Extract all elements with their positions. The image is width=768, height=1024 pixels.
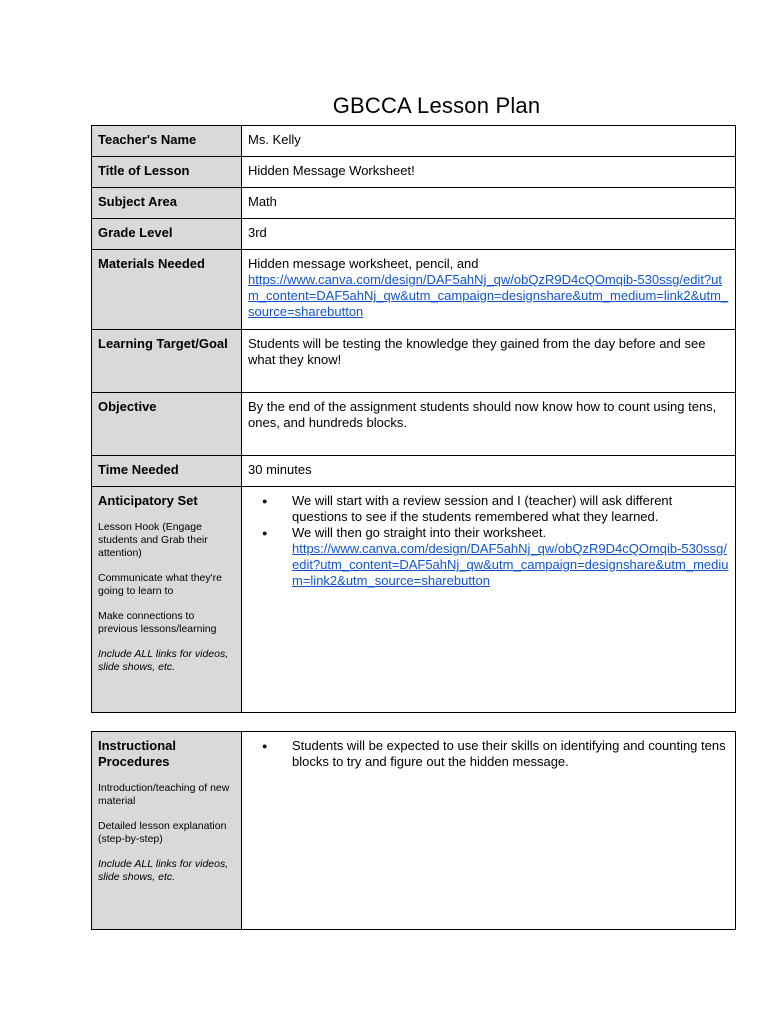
list-item: ● We will start with a review session and I (teacher) will ask different questions to see if the students remembered what they learned.: [292, 493, 729, 525]
row-label: Learning Target/Goal: [92, 330, 242, 393]
table-row: [92, 250, 736, 330]
page-title: GBCCA Lesson Plan: [332, 93, 541, 118]
objective-value: By the end of the assignment students should now know how to count using tens, ones, and hundreds blocks.: [242, 393, 736, 456]
anticipatory-label-cell: [92, 487, 242, 713]
instructional-label-cell: [92, 732, 242, 930]
row-label: Time Needed: [92, 456, 242, 487]
instructional-cell: [242, 732, 736, 930]
materials-cell: [242, 250, 736, 330]
teacher-name-value: Ms. Kelly: [242, 126, 736, 157]
guide-text: Include ALL links for videos, slide shows, etc.: [98, 858, 229, 883]
bullet-list: [248, 493, 729, 589]
row-label: Title of Lesson: [92, 157, 242, 188]
table-row: [92, 732, 736, 930]
row-label: Materials Needed: [92, 250, 242, 330]
guide-text: Detailed lesson explanation (step-by-step): [98, 820, 227, 845]
row-label: Grade Level: [92, 219, 242, 250]
table-row: [92, 393, 736, 456]
lesson-plan-table: [91, 125, 736, 713]
lesson-plan-table-continued: [91, 731, 736, 930]
materials-link[interactable]: https://www.canva.com/design/DAF5ahNj_qw/obQzR9D4cQOmqib-530ssg/edit?utm_content=DAF5ahNj_qw&utm_campaign=designshare&utm_medium=link2&utm_source=sharebutton: [248, 272, 729, 319]
table-row: [92, 157, 736, 188]
table-row: [92, 126, 736, 157]
row-label: Instructional Procedures: [98, 738, 177, 769]
table-row: [92, 456, 736, 487]
bullet-list: [248, 738, 729, 770]
row-label: Anticipatory Set: [98, 493, 198, 508]
guide-text: Communicate what they're going to learn to: [98, 572, 222, 597]
guide-text: Introduction/teaching of new material: [98, 782, 230, 807]
guide-text: Include ALL links for videos, slide shows, etc.: [98, 648, 229, 673]
list-item: ● Students will be expected to use their skills on identifying and counting tens blocks to try and figure out the hidden message.: [292, 738, 729, 770]
row-label: Objective: [92, 393, 242, 456]
table-row: [92, 219, 736, 250]
list-item-text: We will then go straight into their worksheet.: [292, 525, 547, 540]
table-row: [92, 188, 736, 219]
table-row: [92, 487, 736, 713]
anticipatory-cell: [242, 487, 736, 713]
materials-text: Hidden message worksheet, pencil, and: [248, 256, 479, 271]
worksheet-link[interactable]: https://www.canva.com/design/DAF5ahNj_qw/obQzR9D4cQOmqib-530ssg/edit?utm_content=DAF5ahNj_qw&utm_campaign=designshare&utm_medium=link2&utm_source=sharebutton: [292, 541, 729, 588]
subject-value: Math: [242, 188, 736, 219]
lesson-title-value: Hidden Message Worksheet!: [242, 157, 736, 188]
guide-text: Make connections to previous lessons/learning: [98, 610, 217, 635]
grade-value: 3rd: [242, 219, 736, 250]
time-value: 30 minutes: [242, 456, 736, 487]
row-label: Subject Area: [92, 188, 242, 219]
table-row: [92, 330, 736, 393]
guide-text: Lesson Hook (Engage students and Grab their attention): [98, 521, 208, 559]
list-item: [292, 525, 729, 589]
learning-target-value: Students will be testing the knowledge they gained from the day before and see what they know!: [242, 330, 736, 393]
row-label: Teacher's Name: [92, 126, 242, 157]
